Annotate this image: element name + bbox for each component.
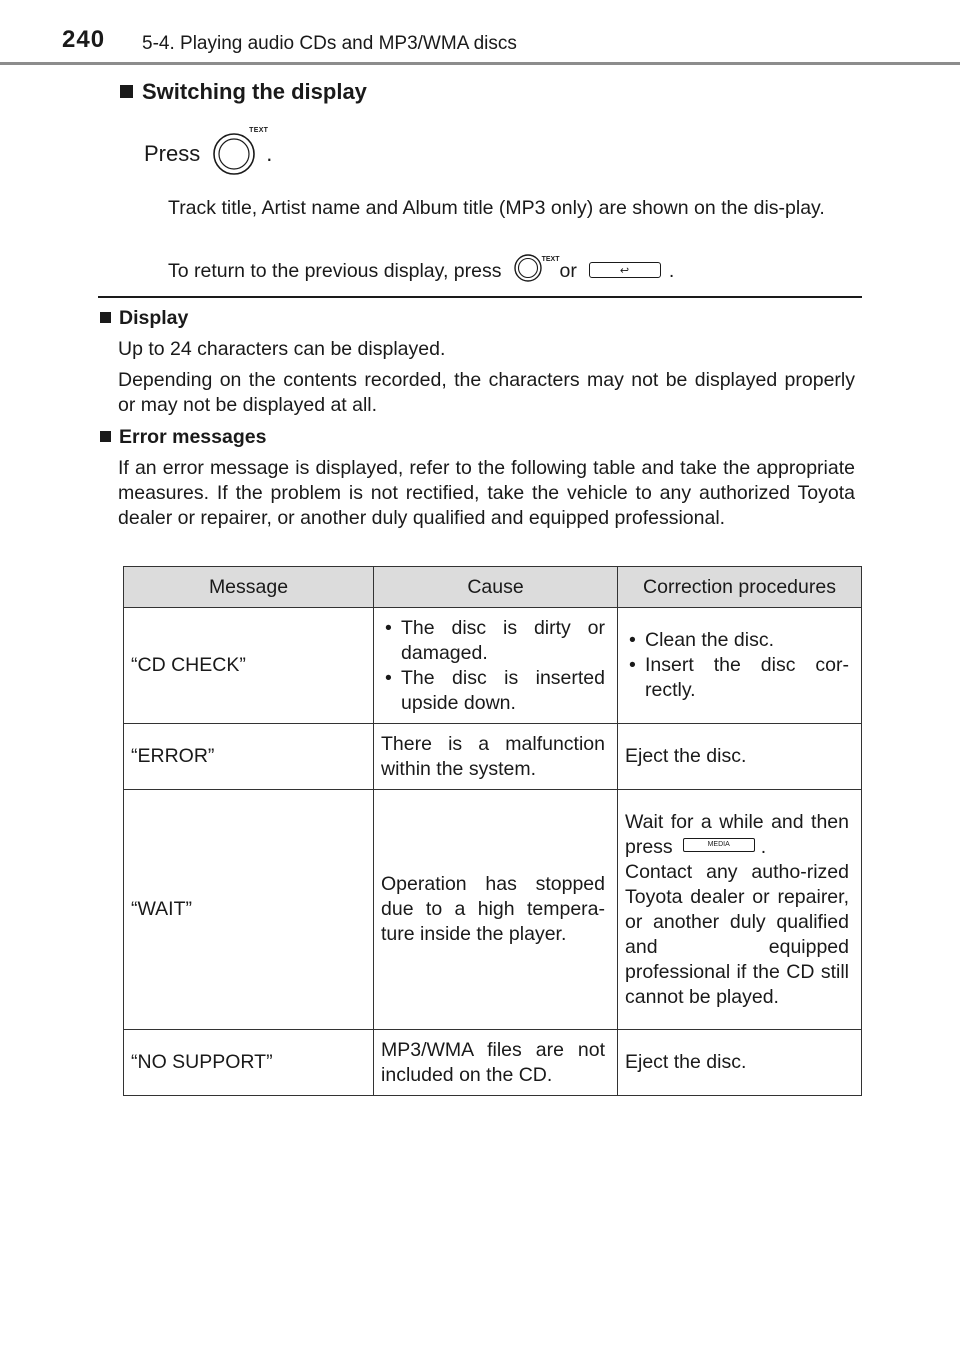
text-knob-icon (513, 253, 560, 283)
square-bullet-icon (100, 312, 111, 323)
table-header-row (124, 567, 862, 608)
errors-heading (100, 426, 266, 449)
square-bullet-icon (120, 85, 133, 98)
return-prefix: To return to the previous display, press (168, 260, 502, 282)
errors-intro: If an error message is displayed, refer to the following table and take the appropriate measures. If the problem is not rectified, take the vehicle to any authorized Toyota dealer or repairer, or another duly qualified and equipped professional. (118, 457, 855, 529)
correction-prefix: Wait for a while and then press (625, 810, 849, 858)
table-row (124, 790, 862, 1030)
cell-correction (618, 790, 862, 1030)
errors-heading-text: Error messages (119, 426, 267, 448)
table-row (124, 1030, 862, 1096)
header-cause: Cause (374, 567, 618, 608)
header-rule (0, 62, 960, 65)
list-item: • Clean the disc. (625, 628, 849, 653)
page-number: 240 (62, 26, 106, 53)
correction-suffix: . (760, 835, 767, 858)
page-header (0, 0, 960, 66)
cell-cause: Operation has stopped due to a high tempera-ture inside the player. (374, 790, 618, 1030)
press-suffix: . (266, 141, 273, 166)
display-line1: Up to 24 characters can be displayed. (118, 338, 446, 360)
section-divider (98, 296, 862, 298)
cell-correction (618, 608, 862, 724)
table-row (124, 608, 862, 724)
display-heading-text: Display (119, 307, 189, 329)
section-title: 5-4. Playing audio CDs and MP3/WMA discs (142, 33, 517, 54)
media-label: MEDIA (707, 840, 730, 848)
table-row (124, 724, 862, 790)
error-table (123, 566, 862, 1096)
switching-info: Track title, Artist name and Album title (MP3 only) are shown on the dis-play. (168, 197, 825, 219)
back-button-icon: ↩ (589, 262, 661, 278)
return-or: or (559, 260, 577, 282)
return-instruction (168, 253, 858, 284)
list-item: • Insert the disc cor-rectly. (625, 653, 849, 703)
display-line2: Depending on the contents recorded, the characters may not be displayed properly or may not be displayed at all. (118, 369, 855, 416)
list-item: • The disc is inserted upside down. (381, 666, 605, 716)
knob-label: TEXT (541, 256, 560, 263)
header-message: Message (124, 567, 374, 608)
cell-cause: There is a malfunction within the system. (374, 724, 618, 790)
cell-message: “CD CHECK” (124, 608, 374, 724)
switching-heading-text: Switching the display (142, 79, 367, 104)
cell-message: “NO SUPPORT” (124, 1030, 374, 1096)
list-item: • The disc is dirty or damaged. (381, 616, 605, 666)
press-prefix: Press (144, 141, 201, 166)
square-bullet-icon (100, 431, 111, 442)
switching-heading (120, 79, 367, 105)
cell-cause: MP3/WMA files are not included on the CD. (374, 1030, 618, 1096)
cell-cause (374, 608, 618, 724)
correction-rest: Contact any autho-rized Toyota dealer or repairer, or another duly qualified and equipped professional if the CD still cannot be played. (625, 860, 849, 1008)
cell-correction: Eject the disc. (618, 724, 862, 790)
header-correction: Correction procedures (618, 567, 862, 608)
knob-label: TEXT (249, 127, 269, 134)
text-knob-icon (212, 127, 269, 176)
display-heading (100, 307, 188, 330)
return-suffix: . (668, 260, 675, 282)
cell-message: “WAIT” (124, 790, 374, 1030)
cell-message: “ERROR” (124, 724, 374, 790)
cell-correction: Eject the disc. (618, 1030, 862, 1096)
media-button-icon (683, 838, 755, 852)
press-instruction (144, 127, 273, 176)
